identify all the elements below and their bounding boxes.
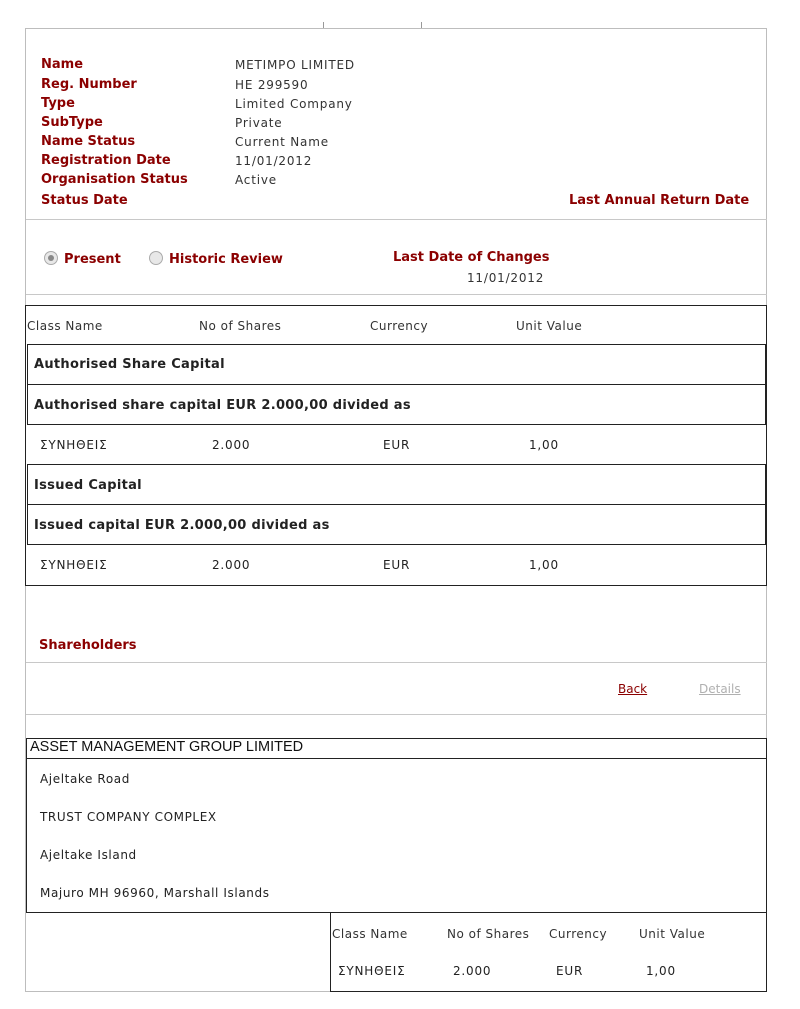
authorised-class-name: ΣΥΝΗΘΕΙΣ — [40, 438, 108, 452]
address-line-1: Ajeltake Road — [40, 772, 130, 786]
shareholder-name: ASSET MANAGEMENT GROUP LIMITED — [30, 739, 304, 755]
reg-number-value: HE 299590 — [235, 78, 309, 92]
authorised-unit-value: 1,00 — [529, 438, 559, 452]
divider — [26, 219, 767, 220]
details-link[interactable]: Details — [699, 682, 741, 696]
present-radio[interactable] — [44, 251, 58, 265]
shareholder-shares-table — [330, 912, 767, 992]
issued-unit-value: 1,00 — [529, 558, 559, 572]
address-line-4: Majuro MH 96960, Marshall Islands — [40, 886, 270, 900]
capital-header-currency: Currency — [370, 319, 429, 333]
issued-title: Issued Capital — [34, 478, 142, 493]
capital-header-class-name: Class Name — [27, 319, 103, 333]
address-line-2: TRUST COMPANY COMPLEX — [40, 810, 217, 824]
registration-date-value: 11/01/2012 — [235, 154, 313, 168]
organisation-status-value: Active — [235, 173, 277, 187]
shareholders-title: Shareholders — [39, 638, 137, 653]
shares-currency: EUR — [556, 964, 584, 978]
divider — [26, 714, 767, 715]
last-changes-value: 11/01/2012 — [467, 271, 545, 285]
subtype-value: Private — [235, 116, 283, 130]
address-line-3: Ajeltake Island — [40, 848, 137, 862]
last-changes-label: Last Date of Changes — [393, 250, 550, 265]
name-label: Name — [41, 57, 84, 72]
historic-review-label[interactable]: Historic Review — [169, 252, 283, 267]
shares-header-class-name: Class Name — [332, 927, 408, 941]
type-value: Limited Company — [235, 97, 353, 111]
shares-no-of-shares: 2.000 — [453, 964, 492, 978]
registration-date-label: Registration Date — [41, 153, 171, 168]
shares-header-unit-value: Unit Value — [639, 927, 706, 941]
historic-review-radio[interactable] — [149, 251, 163, 265]
type-label: Type — [41, 96, 75, 111]
divider — [26, 662, 767, 663]
top-marker-left — [323, 22, 324, 28]
name-status-label: Name Status — [41, 134, 136, 149]
shares-unit-value: 1,00 — [646, 964, 676, 978]
capital-header-no-of-shares: No of Shares — [199, 319, 282, 333]
issued-currency: EUR — [383, 558, 411, 572]
issued-no-of-shares: 2.000 — [212, 558, 251, 572]
name-status-value: Current Name — [235, 135, 329, 149]
subtype-label: SubType — [41, 115, 103, 130]
shares-header-no-of-shares: No of Shares — [447, 927, 530, 941]
last-annual-return-label: Last Annual Return Date — [569, 193, 750, 208]
issued-desc: Issued capital EUR 2.000,00 divided as — [34, 518, 330, 533]
authorised-desc: Authorised share capital EUR 2.000,00 divided as — [34, 398, 411, 413]
back-link[interactable]: Back — [618, 682, 648, 696]
authorised-currency: EUR — [383, 438, 411, 452]
top-marker-right — [421, 22, 422, 28]
shares-class-name: ΣΥΝΗΘΕΙΣ — [338, 964, 406, 978]
status-date-label: Status Date — [41, 193, 128, 208]
shares-header-currency: Currency — [549, 927, 608, 941]
authorised-title: Authorised Share Capital — [34, 357, 225, 372]
issued-class-name: ΣΥΝΗΘΕΙΣ — [40, 558, 108, 572]
name-value: METIMPO LIMITED — [235, 58, 355, 72]
reg-number-label: Reg. Number — [41, 77, 137, 92]
divider — [26, 294, 767, 295]
capital-header-unit-value: Unit Value — [516, 319, 583, 333]
organisation-status-label: Organisation Status — [41, 172, 188, 187]
authorised-no-of-shares: 2.000 — [212, 438, 251, 452]
present-radio-label[interactable]: Present — [64, 252, 121, 267]
